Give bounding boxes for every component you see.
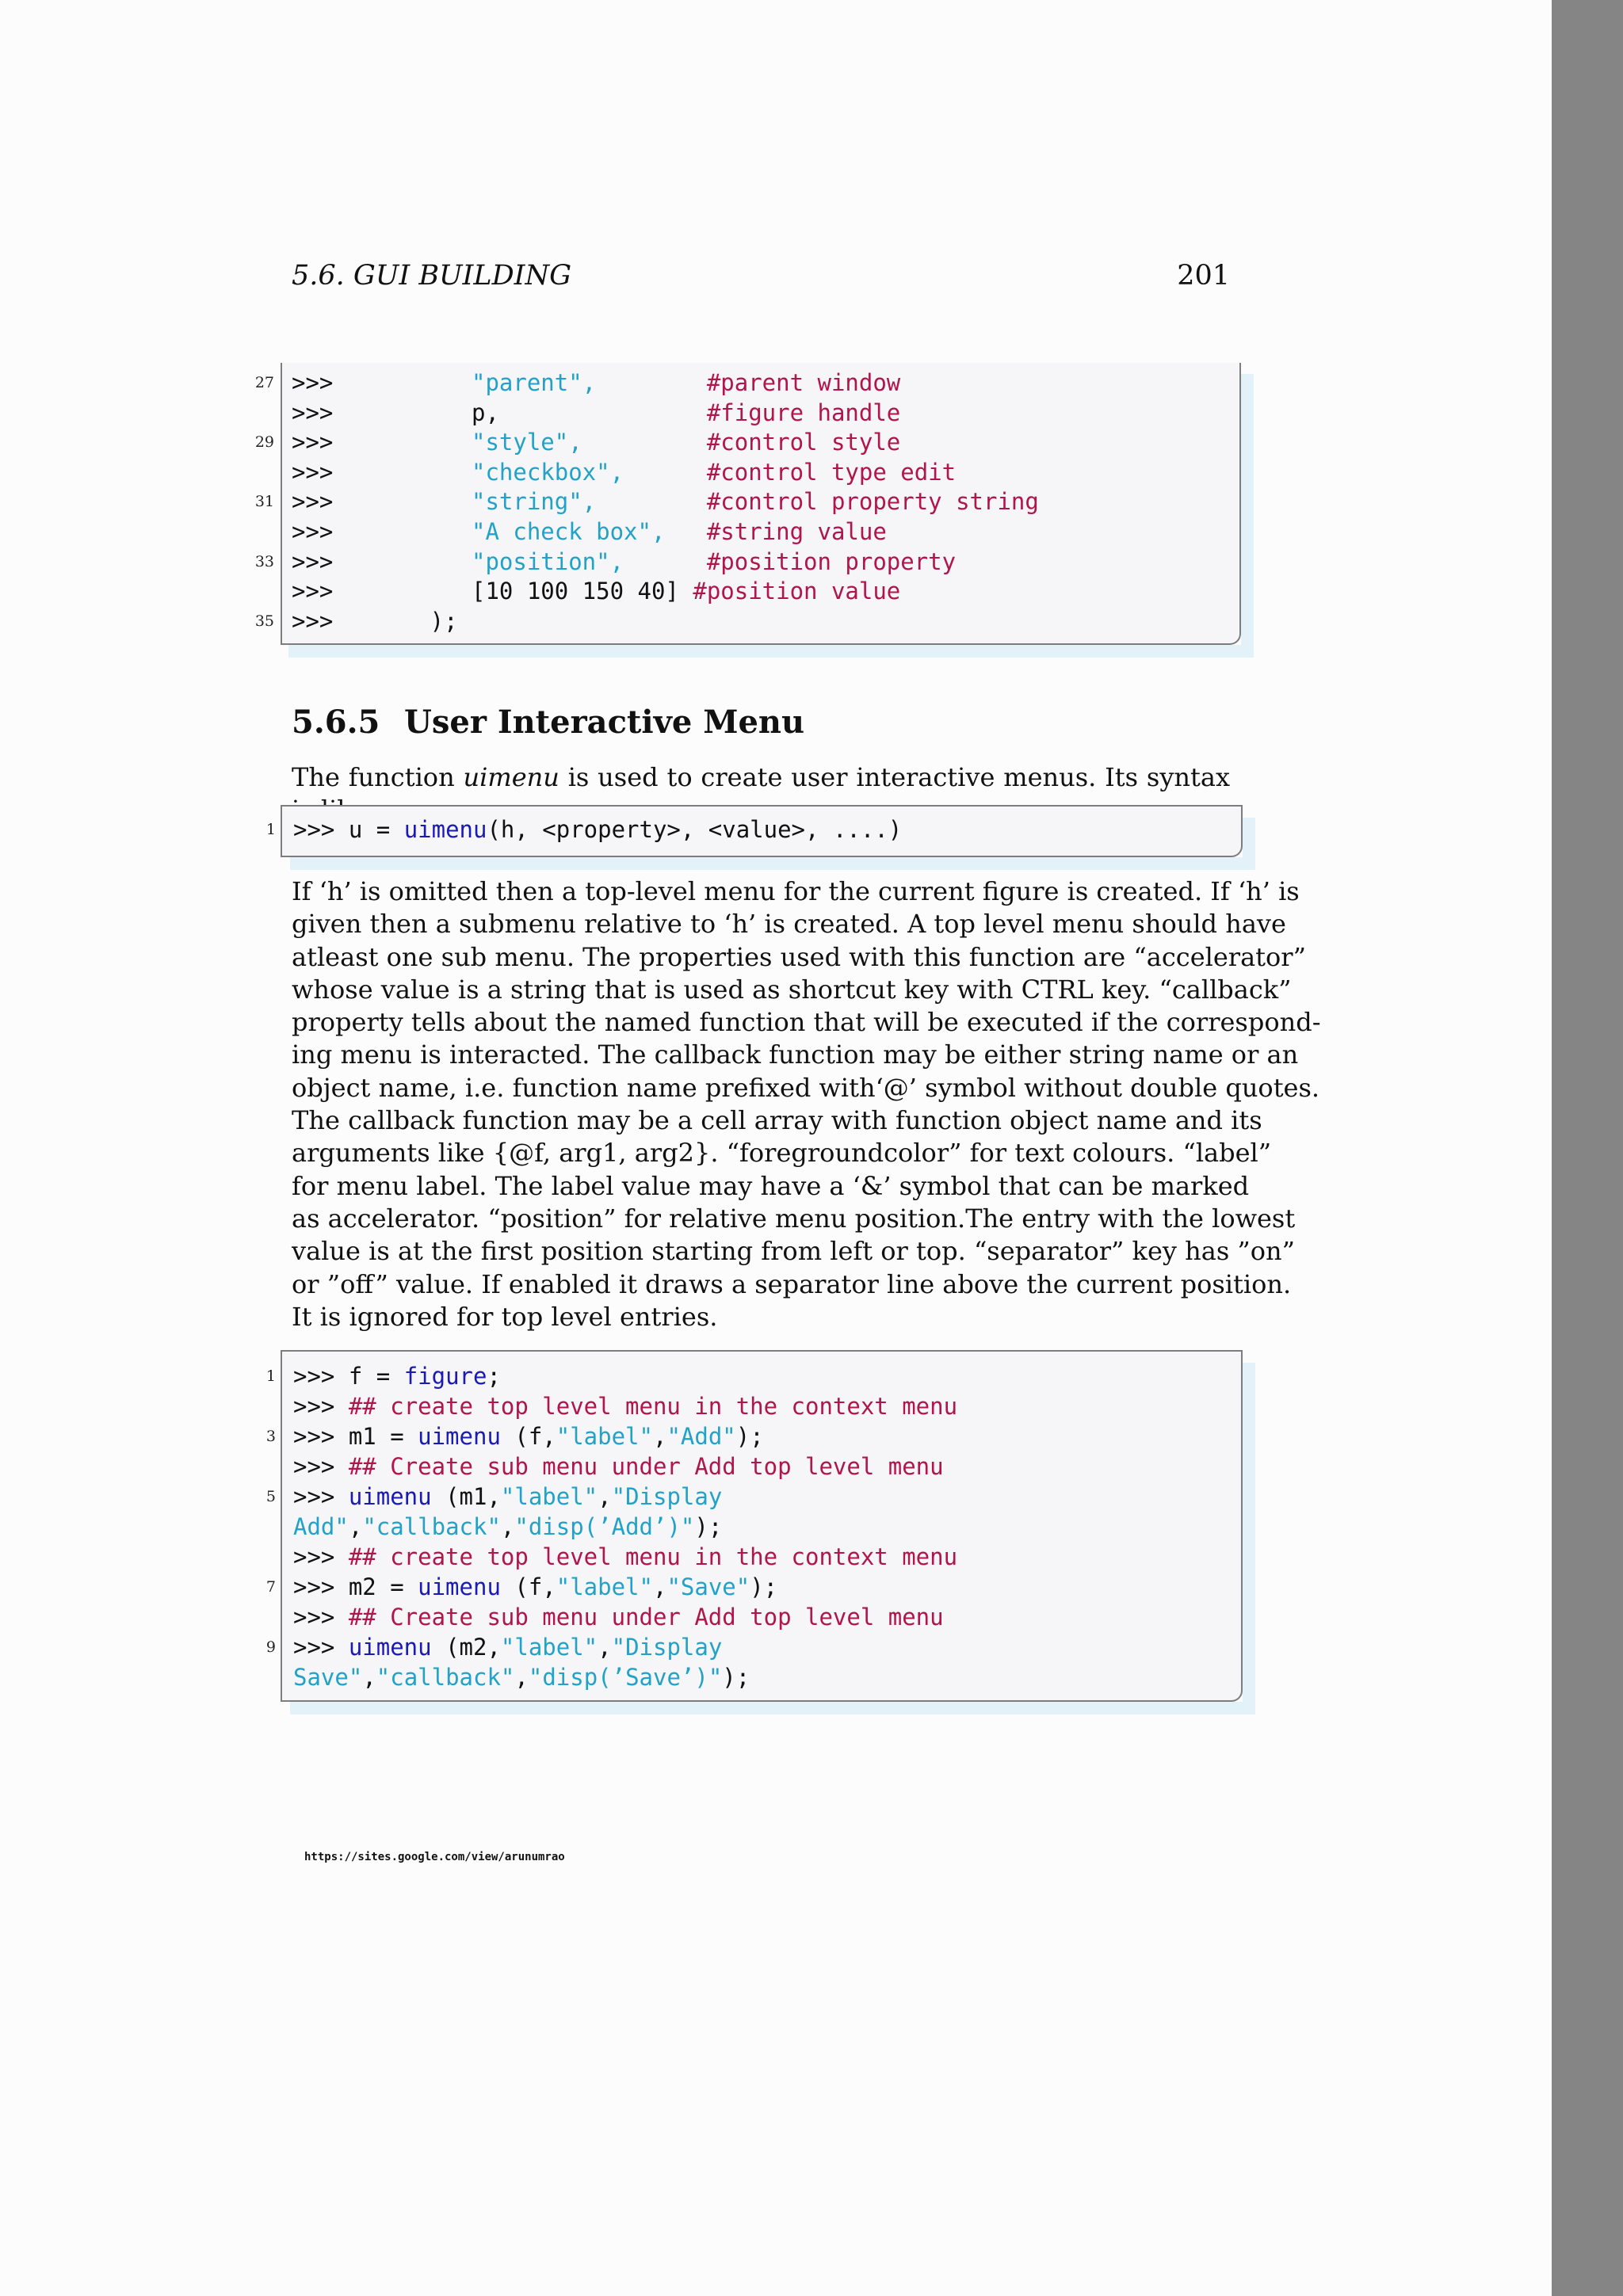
paragraph-line: It is ignored for top level entries. (292, 1301, 718, 1332)
code-line: >>> "checkbox", #control type edit (292, 458, 957, 486)
intro-text-after: is used to create user interactive menus. Its syntax (567, 762, 1231, 792)
line-number: 31 (254, 493, 274, 511)
line-number: 5 (265, 1488, 276, 1505)
description-paragraph (292, 875, 1321, 1333)
paragraph-line: value is at the first position starting from left or top. “separator” key has ”on” (292, 1236, 1295, 1267)
page-number: 201 (1177, 260, 1230, 292)
code-line: >>> f = figure; (293, 1363, 501, 1390)
code-line: >>> "parent", #parent window (292, 369, 901, 396)
paragraph-line: If ‘h’ is omitted then a top-level menu for the current figure is created. If ‘h’ is (292, 876, 1300, 906)
code-block-shadow (1243, 818, 1255, 870)
code-line: >>> u = uimenu(h, <property>, <value>, ....) (293, 816, 903, 843)
code-block-shadow (1243, 1363, 1255, 1714)
paragraph-line: or ”off” value. If enabled it draws a separator line above the current position. (292, 1268, 1292, 1299)
intro-text-before: The function (292, 762, 464, 792)
paragraph-line: ing menu is interacted. The callback function may be either string name or an (292, 1039, 1299, 1070)
paragraph-line: given then a submenu relative to ‘h’ is created. A top level menu should have (292, 909, 1286, 940)
code-line: >>> "style", #control style (292, 429, 901, 456)
code-line: Save","callback","disp(’Save’)"); (293, 1664, 750, 1691)
line-number: 3 (265, 1428, 276, 1445)
chapter-title: 5.6. GUI BUILDING (292, 260, 572, 292)
code-line: >>> p, #figure handle (292, 399, 901, 426)
paragraph-line: object name, i.e. function name prefixed with‘@’ symbol without double quotes. (292, 1072, 1320, 1103)
code-line: >>> "position", #position property (292, 547, 957, 575)
code-block-uicontrol (254, 363, 1241, 645)
code-line: >>> [10 100 150 40] #position value (292, 578, 901, 605)
paragraph-line: property tells about the named function that will be executed if the correspond- (292, 1007, 1321, 1038)
paragraph-line: atleast one sub menu. The properties used with this function are “accelerator” (292, 941, 1306, 972)
code-line: Add","callback","disp(’Add’)"); (293, 1513, 723, 1540)
code-block-uimenu-example (265, 1350, 1243, 1702)
line-number: 35 (254, 612, 274, 630)
code-line: >>> ); (292, 607, 458, 635)
code-line: >>> ## Create sub menu under Add top level menu (293, 1453, 944, 1480)
code-line: >>> uimenu (m1,"label","Display (293, 1483, 723, 1510)
code-line: >>> m2 = uimenu (f,"label","Save"); (293, 1573, 778, 1600)
code-line: >>> "A check box", #string value (292, 518, 887, 545)
line-number: 7 (265, 1578, 276, 1596)
footer-url: https://sites.google.com/view/arunumrao (304, 1851, 565, 1863)
code-line: >>> "string", #control property string (292, 488, 1039, 516)
line-number: 27 (254, 374, 274, 391)
line-number: 33 (254, 552, 274, 570)
paragraph-line: whose value is a string that is used as shortcut key with CTRL key. “callback” (292, 974, 1292, 1005)
line-number: 9 (265, 1638, 276, 1656)
code-block-syntax (265, 805, 1243, 857)
code-line: >>> ## create top level menu in the context menu (293, 1393, 958, 1420)
paragraph-line: as accelerator. “position” for relative menu position.The entry with the lowest (292, 1203, 1296, 1234)
page-edge-sidebar (1552, 0, 1623, 2296)
code-block-shadow (1241, 374, 1254, 658)
code-block-shadow (290, 857, 1255, 870)
code-line: >>> ## create top level menu in the context menu (293, 1543, 958, 1570)
section-title: User Interactive Menu (404, 704, 805, 741)
code-block-shadow (288, 645, 1254, 658)
code-line: >>> ## Create sub menu under Add top level menu (293, 1604, 944, 1630)
paragraph-line: The callback function may be a cell array with function object name and its (292, 1105, 1262, 1136)
line-number: 1 (265, 1367, 276, 1385)
code-block-shadow (290, 1702, 1255, 1714)
section-number: 5.6.5 (292, 704, 380, 741)
paragraph-line: arguments like {@f, arg1, arg2}. “foregroundcolor” for text colours. “label” (292, 1138, 1272, 1169)
code-line: >>> uimenu (m2,"label","Display (293, 1634, 723, 1661)
line-number: 29 (254, 433, 274, 452)
running-header (292, 260, 1230, 299)
section-heading (292, 704, 804, 741)
line-number: 1 (265, 821, 276, 838)
function-name: uimenu (463, 762, 559, 792)
paragraph-line: for menu label. The label value may have a ‘&’ symbol that can be marked (292, 1170, 1250, 1201)
code-line: >>> m1 = uimenu (f,"label","Add"); (293, 1423, 764, 1450)
